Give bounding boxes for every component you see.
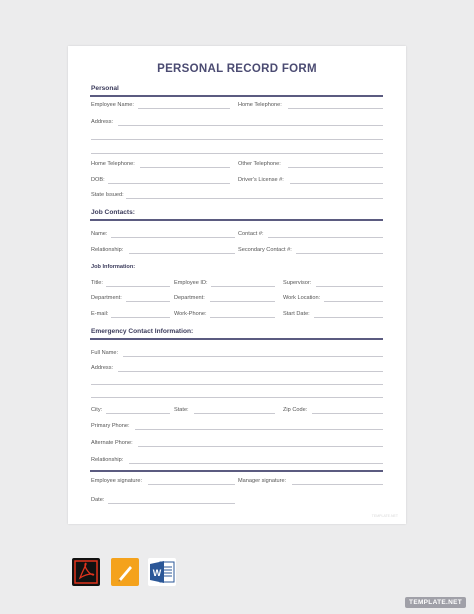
home-telephone-2-label: Home Telephone: [91, 161, 135, 167]
contact-number-label: Contact #: [238, 231, 264, 237]
department-label: Department: [91, 295, 122, 301]
zip-code-field[interactable] [312, 413, 383, 414]
supervisor-label: Supervisor: [283, 280, 312, 286]
supervisor-field[interactable] [316, 286, 383, 287]
form-title: PERSONAL RECORD FORM [157, 63, 317, 75]
state-issued-label: State Issued: [91, 192, 124, 198]
work-location-field[interactable] [324, 301, 383, 302]
emergency-relationship-label: Relationship: [91, 457, 124, 463]
secondary-contact-field[interactable] [296, 253, 383, 254]
city-label: City: [91, 407, 103, 413]
manager-signature-field[interactable] [292, 484, 383, 485]
department-2-field[interactable] [210, 301, 275, 302]
form-page [68, 46, 406, 524]
employee-signature-field[interactable] [148, 484, 235, 485]
manager-signature-label: Manager signature: [238, 478, 287, 484]
emergency-address-field[interactable] [118, 371, 383, 372]
section-rule [90, 95, 383, 97]
word-icon[interactable] [148, 558, 176, 586]
address-field[interactable] [118, 125, 383, 126]
employee-id-field[interactable] [211, 286, 275, 287]
address-line-2[interactable] [91, 139, 383, 140]
state-issued-field[interactable] [126, 198, 383, 199]
job-title-label: Title: [91, 280, 103, 286]
email-field[interactable] [111, 317, 170, 318]
work-phone-label: Work-Phone: [174, 311, 207, 317]
section-job-information-heading: Job Information: [91, 264, 136, 270]
drivers-license-field[interactable] [290, 183, 383, 184]
contact-name-field[interactable] [111, 237, 235, 238]
emergency-address-line-2[interactable] [91, 384, 383, 385]
department-2-label: Department: [174, 295, 205, 301]
work-phone-field[interactable] [210, 317, 275, 318]
employee-name-field[interactable] [138, 108, 230, 109]
other-telephone-label: Other Telephone: [238, 161, 281, 167]
section-rule [90, 219, 383, 221]
section-job-contacts-heading: Job Contacts: [91, 209, 135, 216]
section-personal-heading: Personal [91, 85, 119, 92]
dob-field[interactable] [108, 183, 230, 184]
alternate-phone-field[interactable] [138, 446, 383, 447]
home-telephone-field[interactable] [288, 108, 383, 109]
address-line-3[interactable] [91, 153, 383, 154]
page-watermark: TEMPLATE.NET [371, 514, 398, 518]
dob-label: DOB: [91, 177, 105, 183]
start-date-label: Start Date: [283, 311, 310, 317]
email-label: E-mail: [91, 311, 109, 317]
section-emergency-heading: Emergency Contact Information: [91, 328, 194, 335]
work-location-label: Work Location: [283, 295, 321, 301]
employee-signature-label: Employee signature: [91, 478, 142, 484]
svg-text:W: W [152, 568, 162, 578]
drivers-license-label: Driver's License #: [238, 177, 284, 183]
contact-name-label: Name: [91, 231, 108, 237]
job-title-field[interactable] [106, 286, 170, 287]
emergency-address-label: Address: [91, 365, 114, 371]
other-telephone-field[interactable] [288, 167, 383, 168]
date-field[interactable] [108, 503, 235, 504]
full-name-field[interactable] [123, 356, 383, 357]
full-name-label: Full Name: [91, 350, 119, 356]
primary-phone-label: Primary Phone: [91, 423, 130, 429]
section-rule [90, 470, 383, 472]
contact-number-field[interactable] [268, 237, 383, 238]
relationship-field[interactable] [129, 253, 235, 254]
address-label: Address: [91, 119, 114, 125]
relationship-label: Relationship: [91, 247, 124, 253]
pdf-icon[interactable] [72, 558, 100, 586]
date-label: Date: [91, 497, 105, 503]
secondary-contact-label: Secondary Contact #: [238, 247, 292, 253]
template-net-logo: TEMPLATE.NET [405, 597, 466, 608]
start-date-field[interactable] [314, 317, 383, 318]
employee-id-label: Employee ID: [174, 280, 208, 286]
department-field[interactable] [126, 301, 170, 302]
primary-phone-field[interactable] [135, 429, 383, 430]
state-label: State: [174, 407, 189, 413]
home-telephone-label: Home Telephone: [238, 102, 282, 108]
emergency-address-line-3[interactable] [91, 397, 383, 398]
employee-name-label: Employee Name: [91, 102, 134, 108]
alternate-phone-label: Alternate Phone: [91, 440, 133, 446]
city-field[interactable] [106, 413, 170, 414]
home-telephone-2-field[interactable] [140, 167, 230, 168]
zip-code-label: Zip Code: [283, 407, 308, 413]
emergency-relationship-field[interactable] [129, 463, 383, 464]
pages-icon[interactable] [111, 558, 139, 586]
section-rule [90, 338, 383, 340]
state-field[interactable] [194, 413, 275, 414]
